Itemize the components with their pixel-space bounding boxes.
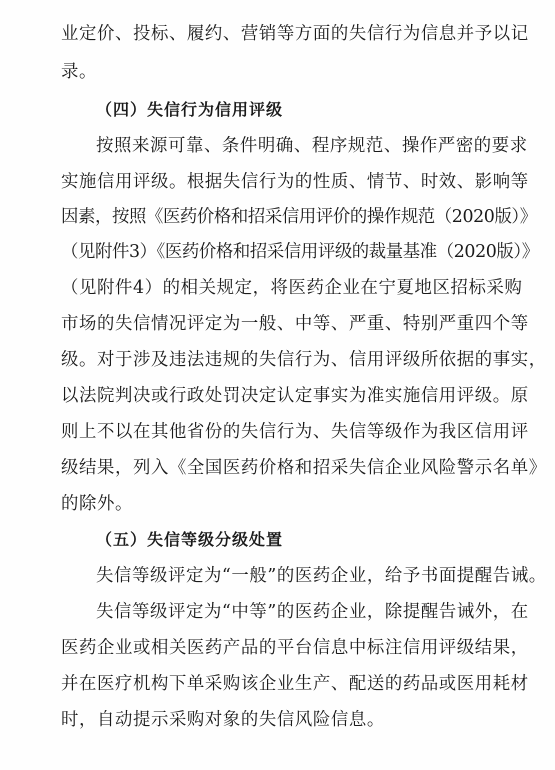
paragraph-line: 级。对于涉及违法违规的失信行为、信用评级所依据的事实， <box>61 350 547 370</box>
paragraph-line: 业定价、投标、履约、营销等方面的失信行为信息并予以记 <box>61 24 529 44</box>
paragraph-line: 失信等级评定为“中等”的医药企业，除提醒告诫外，在 <box>96 602 529 622</box>
paragraph-line: 因素，按照《医药价格和招采信用评价的操作规范（2020版）》 <box>61 207 537 227</box>
paragraph-line: 级结果，列入《全国医药价格和招采失信企业风险警示名单》 <box>61 458 547 478</box>
paragraph-line: 的除外。 <box>61 494 133 514</box>
paragraph-line: 时，自动提示采购对象的失信风险信息。 <box>61 710 385 730</box>
paragraph-line: 按照来源可靠、条件明确、程序规范、操作严密的要求 <box>96 136 528 156</box>
paragraph-line: 市场的失信情况评定为一般、中等、严重、特别严重四个等 <box>61 314 529 334</box>
paragraph-line: 医药企业或相关医药产品的平台信息中标注信用评级结果， <box>61 638 529 658</box>
paragraph-line: 实施信用评级。根据失信行为的性质、情节、时效、影响等 <box>61 172 529 192</box>
section-heading-4: （四）失信行为信用评级 <box>96 100 284 119</box>
paragraph-line: 则上不以在其他省份的失信行为、失信等级作为我区信用评 <box>61 422 529 442</box>
section-heading-5: （五）失信等级分级处置 <box>96 530 284 549</box>
paragraph-line: 录。 <box>61 62 97 82</box>
paragraph-line: （见附件3）《医药价格和招采信用评级的裁量基准（2020版）》 <box>61 242 539 262</box>
paragraph-line: （见附件4）的相关规定，将医药企业在宁夏地区招标采购 <box>61 278 523 298</box>
paragraph-line: 以法院判决或行政处罚决定认定事实为准实施信用评级。原 <box>61 386 529 406</box>
paragraph-line: 失信等级评定为“一般”的医药企业，给予书面提醒告诫。 <box>96 566 547 586</box>
paragraph-line: 并在医疗机构下单采购该企业生产、配送的药品或医用耗材 <box>61 674 529 694</box>
